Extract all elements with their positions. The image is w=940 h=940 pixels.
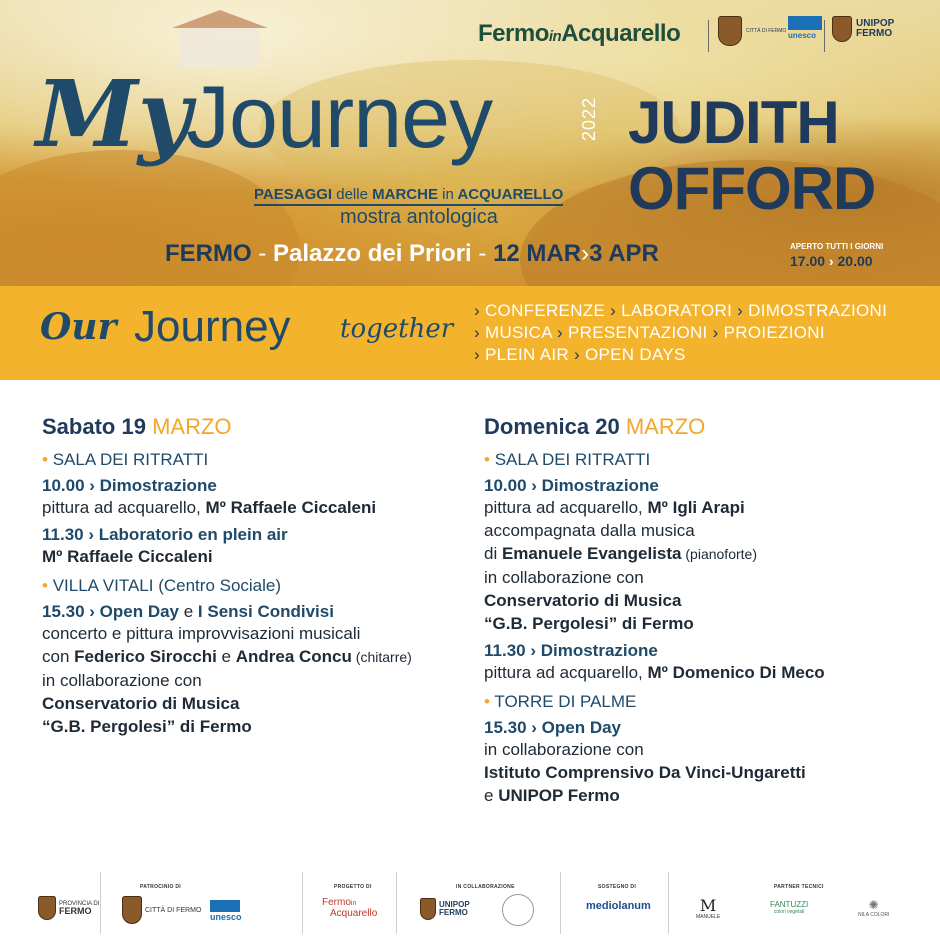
partner-name: Istituto Comprensivo Da Vinci-Ungaretti [484, 763, 806, 782]
detail-text: di [484, 544, 502, 563]
chevron-icon: › [828, 253, 834, 269]
day-heading [484, 414, 924, 440]
artist-name: Andrea Concu [235, 647, 352, 666]
subtitle-part: ACQUARELLO [457, 186, 564, 203]
event-detail [42, 545, 462, 568]
event-detail [484, 496, 924, 519]
artist-first-name: JUDITH [628, 89, 839, 156]
subtitle-part: delle [336, 186, 368, 203]
event-detail [42, 645, 462, 669]
logo-text: NILA COLORI [858, 912, 890, 918]
sponsor-caption: IN COLLABORAZIONE [456, 884, 515, 890]
title-journey: Journey [186, 67, 493, 166]
brand-part: in [548, 28, 562, 45]
logo-text: PROVINCIA DI [59, 901, 100, 907]
artist-name: Mº Raffaele Ciccaleni [205, 498, 377, 517]
separator: - [471, 240, 494, 267]
event-detail: in collaborazione con [42, 671, 202, 690]
divider [396, 872, 397, 934]
chevron-icon: › [581, 240, 590, 267]
crest-icon [420, 898, 436, 920]
unipop-logo [420, 898, 470, 920]
subtitle-part: MARCHE [372, 186, 438, 203]
event-detail: accompagnata dalla musica [484, 521, 695, 540]
partner-name: Conservatorio di Musica [484, 591, 682, 610]
event-detail: in collaborazione con [484, 568, 644, 587]
crest-icon [718, 16, 742, 46]
day-label: Sabato 19 [42, 414, 146, 439]
venue-line [165, 240, 659, 268]
day-label: Domenica 20 [484, 414, 620, 439]
chevron-icon: › [557, 323, 568, 342]
detail-text: con [42, 647, 75, 666]
logo-text: in [350, 900, 357, 907]
location-heading [42, 450, 462, 470]
artist-last-name: OFFORD [628, 155, 876, 222]
detail-text: pittura ad acquarello, [484, 498, 648, 517]
activity-item: PRESENTAZIONI [567, 323, 708, 342]
activity-item: OPEN DAYS [584, 345, 686, 364]
unesco-logo [210, 900, 242, 922]
manuele-logo [696, 898, 720, 920]
opening-hours [790, 253, 873, 269]
detail-text: (pianoforte) [681, 546, 757, 562]
divider [668, 872, 669, 934]
seal-logo [502, 894, 534, 926]
event-detail [484, 661, 924, 684]
chevron-icon: › [737, 301, 749, 320]
event-title: 11.30 › Dimostrazione [484, 641, 658, 660]
event-title-part: 15.30 › Open Day [42, 602, 180, 621]
star-icon: ✺ [868, 898, 879, 912]
bullet-icon: • [42, 576, 48, 595]
unipop-label: FERMO [856, 28, 893, 39]
divider [824, 20, 825, 52]
detail-text: e [484, 786, 499, 805]
bullet-icon: • [484, 450, 490, 469]
crest-icon [832, 16, 852, 42]
citta-logo [122, 896, 201, 924]
artist-name: Emanuele Evangelista [501, 544, 682, 563]
artist-name: Mº Igli Arapi [647, 498, 745, 517]
event-detail: concerto e pittura improvvisazioni musicali [42, 624, 361, 643]
event-detail [484, 589, 924, 612]
activity-item: PLEIN AIR [484, 345, 569, 364]
unesco-icon [210, 900, 240, 912]
logo-text: Acquarello [330, 908, 378, 919]
event-title-part: I Sensi Condivisi [197, 602, 334, 621]
event-title: 15.30 › Open Day [484, 718, 622, 737]
chevron-icon: › [474, 345, 485, 364]
hero-watercolor [0, 0, 940, 286]
sponsor-caption: PROGETTO DI [334, 884, 372, 890]
fermo-acquarello-logo [322, 898, 377, 919]
date-from: 12 MAR [493, 240, 582, 267]
subtitle-part: PAESAGGI [254, 186, 333, 203]
event-detail [484, 784, 924, 807]
logo-text: Fermo [322, 897, 351, 908]
mostra-label: mostra antologica [340, 206, 498, 228]
event-detail [484, 542, 924, 566]
unesco-logo [788, 16, 822, 40]
event-detail [42, 496, 462, 519]
divider [708, 20, 709, 52]
chevron-icon: › [474, 301, 485, 320]
unesco-label: unesco [788, 31, 817, 40]
event-detail [42, 715, 462, 738]
artist-name: Federico Sirocchi [74, 647, 217, 666]
title-our: Our [40, 306, 117, 348]
location-name: SALA DEI RITRATTI [52, 450, 209, 469]
partner-name: Conservatorio di Musica [42, 694, 240, 713]
chevron-icon: › [573, 345, 585, 364]
activity-item: CONFERENZE [484, 301, 606, 320]
sponsor-caption: PARTNER TECNICI [774, 884, 824, 890]
logo-text: FANTUZZI [770, 900, 809, 909]
divider [560, 872, 561, 934]
city-label: CITTÀ DI FERMO [746, 28, 787, 34]
hour-from: 17.00 [790, 253, 826, 269]
logo-text: FERMO [439, 908, 468, 917]
year-label: 2022 [579, 96, 599, 141]
event-title [42, 602, 462, 622]
mediolanum-logo: mediolanum [586, 900, 651, 912]
activity-item: LABORATORI [621, 301, 733, 320]
artist-name: Mº Domenico Di Meco [647, 663, 825, 682]
crest-icon [122, 896, 142, 924]
chevron-icon: › [610, 301, 622, 320]
unesco-icon [788, 16, 822, 30]
event-detail [484, 612, 924, 635]
partner-name: “G.B. Pergolesi” di Fermo [484, 614, 694, 633]
activity-item: MUSICA [484, 323, 552, 342]
divider [302, 872, 303, 934]
nila-logo [858, 898, 889, 918]
detail-text: pittura ad acquarello, [484, 663, 648, 682]
activity-item: DIMOSTRAZIONI [748, 301, 888, 320]
title-journey: Journey [134, 302, 291, 351]
partner-name: “G.B. Pergolesi” di Fermo [42, 717, 252, 736]
detail-text: (chitarre) [351, 649, 412, 665]
day-heading [42, 414, 462, 440]
logo-text: MANUELE [696, 914, 721, 920]
brand-part: Acquarello [561, 20, 681, 47]
event-title-part: e [179, 602, 198, 621]
unipop-label: UNIPOP [856, 18, 895, 29]
venue-name: Palazzo dei Priori [273, 240, 472, 267]
location-heading [42, 576, 462, 596]
month-label: MARZO [625, 414, 706, 439]
event-detail [484, 761, 924, 784]
detail-text: pittura ad acquarello, [42, 498, 206, 517]
month-label: MARZO [152, 414, 232, 439]
partner-name: UNIPOP Fermo [498, 786, 620, 805]
logo-text: UNIPOP [439, 900, 470, 909]
bullet-icon: • [42, 450, 48, 469]
sponsor-caption: PATROCINIO DI [140, 884, 181, 890]
provincia-logo [38, 896, 99, 920]
unipop-logo [832, 16, 894, 42]
activities-list [474, 300, 934, 366]
activity-item: PROIEZIONI [723, 323, 825, 342]
location-name: SALA DEI RITRATTI [494, 450, 651, 469]
chevron-icon: › [712, 323, 724, 342]
city-logo [718, 16, 786, 46]
fantuzzi-logo [770, 900, 808, 915]
location-name: TORRE DI PALME [494, 692, 637, 711]
artist-name: Mº Raffaele Ciccaleni [42, 547, 213, 566]
event-title: 10.00 › Dimostrazione [42, 476, 217, 495]
date-to: 3 APR [589, 240, 659, 267]
artist-name [628, 90, 875, 222]
event-detail: in collaborazione con [484, 740, 644, 759]
event-title: 10.00 › Dimostrazione [484, 476, 659, 495]
title-my: My [36, 60, 192, 168]
subtitle [254, 186, 563, 206]
bullet-icon: • [484, 692, 490, 711]
location-name: VILLA VITALI (Centro Sociale) [52, 576, 282, 595]
divider [100, 872, 101, 934]
logo-text: colori vegetali [773, 909, 805, 915]
logo-text: FERMO [59, 906, 92, 916]
saturday-program [42, 414, 462, 738]
opening-note: APERTO TUTTI I GIORNI [790, 242, 884, 251]
venue-city: FERMO [165, 240, 252, 267]
logo-text: CITTÀ DI FERMO [145, 906, 202, 914]
location-heading [484, 692, 924, 712]
event-detail [42, 692, 462, 715]
location-heading [484, 450, 924, 470]
subtitle-part: in [442, 186, 454, 203]
brand-part: Fermo [478, 20, 549, 47]
title-together: together [340, 314, 454, 344]
hour-to: 20.00 [837, 253, 873, 269]
sponsor-caption: SOSTEGNO DI [598, 884, 637, 890]
brand-logo [478, 20, 680, 48]
sunday-program [484, 414, 924, 807]
event-title: 11.30 › Laboratorio en plein air [42, 525, 288, 544]
logo-text: unesco [210, 912, 242, 922]
m-mark-icon: M [699, 896, 717, 915]
crest-icon [38, 896, 56, 920]
separator: - [251, 240, 273, 267]
detail-text: e [216, 647, 236, 666]
chevron-icon: › [474, 323, 485, 342]
farmhouse-illustration [180, 28, 260, 68]
